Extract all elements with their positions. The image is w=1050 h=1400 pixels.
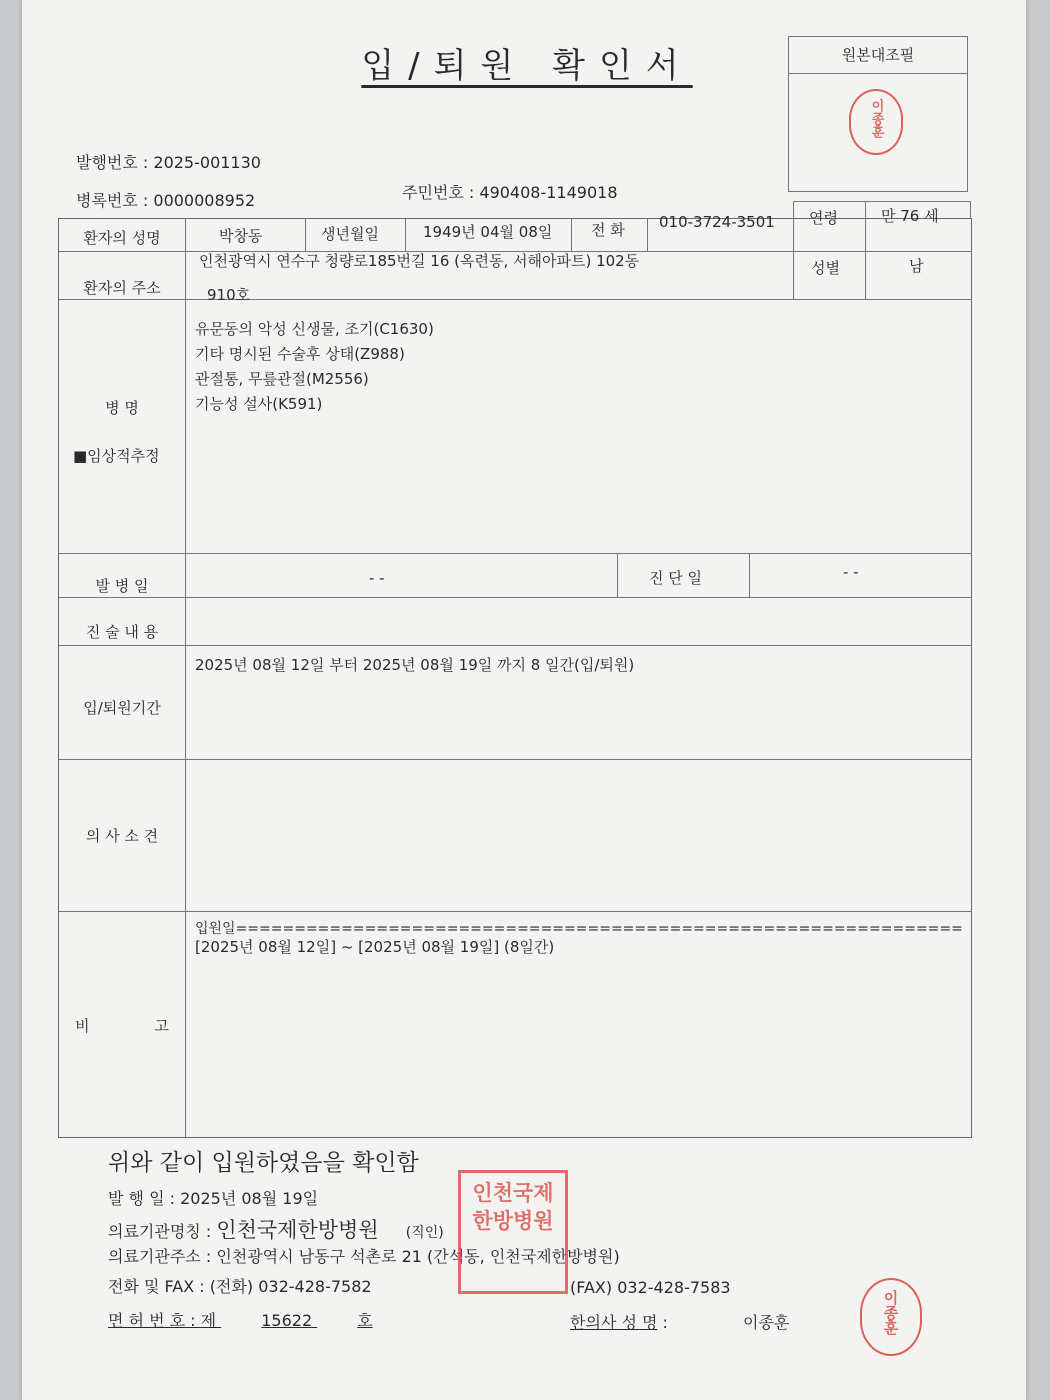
verification-seal: 이종훈 bbox=[849, 89, 903, 155]
diagnosis-date-label: 진 단 일 bbox=[649, 569, 703, 587]
remarks-line1: 입원일============================================================== bbox=[195, 921, 963, 937]
diagnosis-item: 유문동의 악성 신생물, 조기(C1630) bbox=[195, 320, 434, 338]
phone-label: 전 화 bbox=[591, 221, 625, 239]
doctor-opinion-label: 의 사 소 견 bbox=[85, 827, 159, 845]
patient-name: 박창동 bbox=[219, 227, 263, 245]
phone-number: 010-3724-3501 bbox=[659, 213, 775, 231]
diagnosis-sublabel: ■임상적추정 bbox=[73, 447, 160, 465]
patient-address-line1: 인천광역시 연수구 청량로185번길 16 (옥련동, 서해아파트) 102동 bbox=[199, 252, 640, 270]
confirmation-statement: 위와 같이 입원하였음을 확인함 bbox=[108, 1150, 419, 1176]
original-verification-box bbox=[788, 36, 968, 192]
diagnosis-label: 병 명 bbox=[105, 399, 139, 417]
fax-value: (FAX) 032-428-7583 bbox=[570, 1278, 731, 1297]
doctor-seal: 이종훈 bbox=[860, 1278, 922, 1356]
institution-address-row: 의료기관주소 : 인천광역시 남동구 석촌로 21 (간석동, 인천국제한방병원) bbox=[108, 1247, 620, 1266]
document-title: 입/퇴원 확인서 bbox=[361, 46, 693, 86]
patient-address-line2: 910호 bbox=[207, 286, 251, 304]
license-row: 면 허 번 호 : 제 15622 호 bbox=[108, 1311, 373, 1330]
remarks-line2: [2025년 08월 12일] ~ [2025년 08월 19일] (8일간) bbox=[195, 938, 555, 956]
original-verification-label: 원본대조필 bbox=[789, 37, 967, 74]
onset-label: 발 병 일 bbox=[95, 577, 149, 595]
diagnosis-item: 관절통, 무릎관절(M2556) bbox=[195, 370, 369, 388]
hospital-seal: 인천국제한방병원 bbox=[458, 1170, 568, 1294]
issue-date-row: 발 행 일 : 2025년 08월 19일 bbox=[108, 1189, 319, 1208]
birth-date: 1949년 04월 08일 bbox=[423, 223, 553, 241]
record-table bbox=[58, 207, 972, 1138]
document-sheet bbox=[22, 0, 1026, 1400]
sex-label: 성별 bbox=[811, 259, 840, 277]
issue-number: 발행번호 : 2025-001130 bbox=[76, 153, 261, 172]
resident-number: 주민번호 : 490408-1149018 bbox=[402, 183, 618, 202]
admission-period-label: 입/퇴원기간 bbox=[83, 699, 161, 717]
institution-row: 의료기관명칭 : 인천국제한방병원 (직인) bbox=[108, 1218, 444, 1242]
patient-address-label: 환자의 주소 bbox=[83, 279, 161, 297]
birth-label: 생년월일 bbox=[321, 225, 379, 243]
phone-fax-row: 전화 및 FAX : (전화) 032-428-7582 bbox=[108, 1277, 372, 1296]
doctor-row: 한의사 성 명 : 이종훈 bbox=[570, 1313, 790, 1332]
onset-value: - - bbox=[369, 569, 385, 587]
admission-period-value: 2025년 08월 12일 부터 2025년 08월 19일 까지 8 일간(입/퇴원) bbox=[195, 656, 635, 674]
diagnosis-item: 기능성 설사(K591) bbox=[195, 395, 323, 413]
age-value: 만 76 세 bbox=[881, 207, 939, 225]
sex-value: 남 bbox=[909, 257, 924, 275]
patient-name-label: 환자의 성명 bbox=[83, 229, 161, 247]
diagnosis-item: 기타 명시된 수술후 상태(Z988) bbox=[195, 345, 405, 363]
registration-number: 병록번호 : 0000008952 bbox=[76, 191, 256, 210]
diagnosis-date-value: - - bbox=[843, 563, 859, 581]
remarks-label: 비 고 bbox=[75, 1017, 169, 1035]
statement-label: 진 술 내 용 bbox=[85, 623, 159, 641]
age-label: 연령 bbox=[809, 209, 838, 227]
